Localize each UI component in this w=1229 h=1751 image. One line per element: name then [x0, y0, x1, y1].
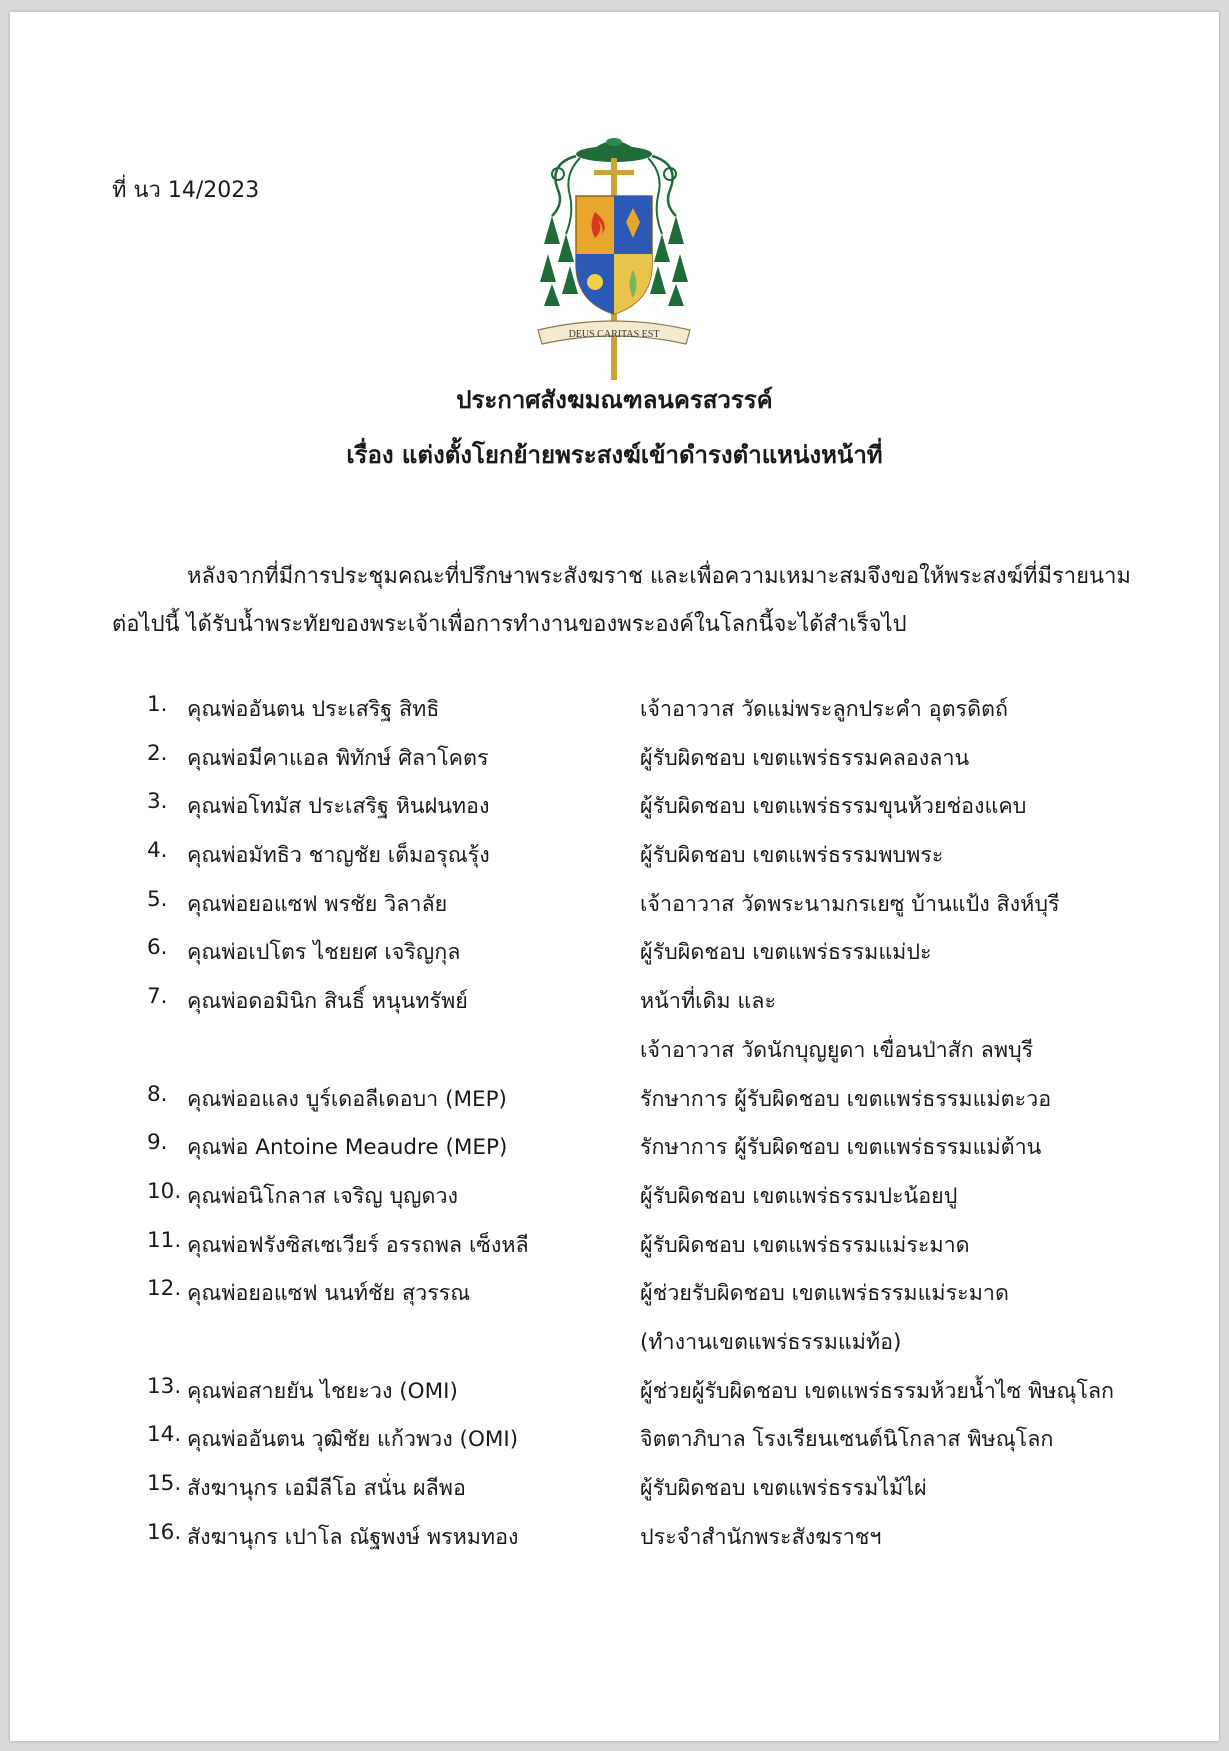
priest-name: คุณพ่อโทมัส ประเสริฐ หินฝนทอง	[187, 794, 490, 820]
appointment-number: 8.	[147, 1081, 168, 1107]
priest-name: สังฆานุกร เอมีลีโอ สนั่น ผลีพอ	[187, 1476, 466, 1501]
appointment-row	[147, 1228, 1187, 1277]
appointment-row	[147, 1082, 1187, 1131]
appointment-number: 7.	[147, 984, 168, 1010]
priest-name: คุณพ่ออแลง บูร์เดอลีเดอบา (MEP)	[187, 1086, 507, 1112]
priest-name: คุณพ่อมีคาแอล พิทักษ์ ศิลาโคตร	[187, 745, 489, 771]
priest-name: คุณพ่อฟรังซิสเซเวียร์ อรรถพล เซ็งหลี	[187, 1232, 529, 1258]
appointment-number: 12.	[147, 1276, 182, 1302]
appointment-number: 6.	[147, 935, 168, 961]
appointment-row	[147, 1130, 1187, 1179]
appointment-row	[147, 887, 1187, 936]
intro-paragraph-line-2: ต่อไปนี้ ได้รับน้ำพระทัยของพระเจ้าเพื่อการทำงานของพระองค์ในโลกนี้จะได้สำเร็จไป	[112, 612, 907, 637]
reference-number: ที่ นว 14/2023	[112, 178, 260, 203]
priest-name: คุณพ่อ Antoine Meaudre (MEP)	[187, 1135, 508, 1161]
appointment-number: 1.	[147, 692, 168, 717]
priest-name: คุณพ่อมัทธิว ชาญชัย เต็มอรุณรุ้ง	[187, 843, 490, 869]
appointed-position-continued: (ทำงานเขตแพร่ธรรมแม่ท้อ)	[640, 1329, 902, 1355]
appointment-number: 15.	[147, 1471, 182, 1496]
priest-name: คุณพ่อยอแซฟ พรชัย วิลาลัย	[187, 891, 448, 917]
appointment-row	[147, 1471, 1187, 1520]
appointment-number: 4.	[147, 838, 168, 864]
appointment-list	[147, 692, 1187, 1568]
appointed-position: ผู้รับผิดชอบ เขตแพร่ธรรมปะน้อยปู	[640, 1183, 958, 1209]
appointed-position: หน้าที่เดิม และ	[640, 989, 777, 1015]
appointment-number: 2.	[147, 740, 168, 766]
appointment-number: 3.	[147, 789, 168, 815]
appointment-number: 9.	[147, 1130, 168, 1156]
appointed-position: ประจำสำนักพระสังฆราชฯ	[640, 1524, 882, 1550]
priest-name: คุณพ่อยอแซฟ นนท์ชัย สุวรรณ	[187, 1281, 471, 1307]
appointment-row	[147, 1422, 1187, 1471]
appointed-position: รักษาการ ผู้รับผิดชอบ เขตแพร่ธรรมแม่ตะวอ	[640, 1086, 1052, 1112]
appointment-row	[147, 1374, 1187, 1423]
appointed-position: ผู้รับผิดชอบ เขตแพร่ธรรมแม่ปะ	[640, 940, 932, 966]
crest-motto: DEUS CARITAS EST	[568, 329, 660, 340]
priest-name: คุณพ่อสายยัน ไชยะวง (OMI)	[187, 1378, 458, 1404]
announcement-subject: เรื่อง แต่งตั้งโยกย้ายพระสงฆ์เข้าดำรงตำแหน่งหน้าที่	[346, 441, 883, 469]
priest-name: คุณพ่อดอมินิก สินธิ์ หนุนทรัพย์	[187, 989, 468, 1015]
appointed-position: ผู้รับผิดชอบ เขตแพร่ธรรมแม่ระมาด	[640, 1232, 970, 1258]
appointed-position: ผู้รับผิดชอบ เขตแพร่ธรรมคลองลาน	[640, 745, 970, 771]
priest-name: คุณพ่อนิโกลาส เจริญ บุญดวง	[187, 1183, 459, 1209]
appointment-number: 16.	[147, 1519, 182, 1545]
appointment-row	[147, 692, 1187, 741]
intro-paragraph-line-1: หลังจากที่มีการประชุมคณะที่ปรึกษาพระสังฆราช และเพื่อความเหมาะสมจึงขอให้พระสงฆ์ที่มีรายนาม	[187, 564, 1131, 589]
appointment-row	[147, 741, 1187, 790]
appointment-number: 14.	[147, 1422, 182, 1448]
document-page	[10, 12, 1219, 1741]
appointed-position: ผู้รับผิดชอบ เขตแพร่ธรรมขุนห้วยช่องแคบ	[640, 794, 1027, 820]
appointment-number: 13.	[147, 1373, 182, 1399]
appointed-position: รักษาการ ผู้รับผิดชอบ เขตแพร่ธรรมแม่ต้าน	[640, 1135, 1042, 1161]
bishop-coat-of-arms	[530, 134, 698, 384]
appointment-row	[147, 789, 1187, 838]
appointed-position-continued: เจ้าอาวาส วัดนักบุญยูดา เขื่อนป่าสัก ลพบุรี	[640, 1037, 1034, 1063]
appointment-row-continued	[147, 1033, 1187, 1082]
appointed-position: ผู้ช่วยรับผิดชอบ เขตแพร่ธรรมแม่ระมาด	[640, 1281, 1009, 1307]
appointed-position: เจ้าอาวาส วัดพระนามกรเยซู บ้านแป้ง สิงห์บุรี	[640, 891, 1060, 917]
appointed-position: เจ้าอาวาส วัดแม่พระลูกประคำ อุตรดิตถ์	[640, 697, 1009, 722]
appointment-row	[147, 1179, 1187, 1228]
appointment-row	[147, 1276, 1187, 1325]
appointed-position: จิตตาภิบาล โรงเรียนเซนต์นิโกลาส พิษณุโลก	[640, 1427, 1054, 1453]
appointment-row	[147, 1520, 1187, 1569]
appointed-position: ผู้รับผิดชอบ เขตแพร่ธรรมไม้ไผ่	[640, 1476, 927, 1501]
priest-name: คุณพ่ออันตน ประเสริฐ สิทธิ	[187, 697, 440, 722]
appointment-number: 10.	[147, 1178, 182, 1204]
appointment-number: 11.	[147, 1227, 182, 1253]
appointed-position: ผู้รับผิดชอบ เขตแพร่ธรรมพบพระ	[640, 843, 944, 869]
priest-name: คุณพ่อเปโตร ไชยยศ เจริญกุล	[187, 940, 461, 966]
appointment-row	[147, 984, 1187, 1033]
appointment-row	[147, 935, 1187, 984]
appointment-number: 5.	[147, 886, 168, 912]
appointed-position: ผู้ช่วยผู้รับผิดชอบ เขตแพร่ธรรมห้วยน้ำไซ พิษณุโลก	[640, 1378, 1115, 1404]
announcement-title: ประกาศสังฆมณฑลนครสวรรค์	[456, 386, 773, 414]
priest-name: สังฆานุกร เปาโล ณัฐพงษ์ พรหมทอง	[187, 1524, 519, 1550]
appointment-row-continued	[147, 1325, 1187, 1374]
priest-name: คุณพ่ออันตน วุฒิชัย แก้วพวง (OMI)	[187, 1427, 519, 1453]
appointment-row	[147, 838, 1187, 887]
